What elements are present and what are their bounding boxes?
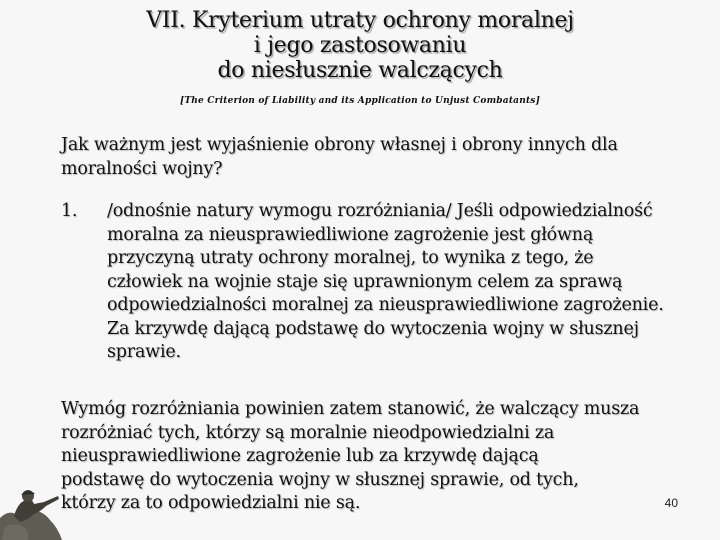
item-text xyxy=(107,200,701,365)
slide-title xyxy=(60,8,660,83)
conclusion-paragraph xyxy=(61,398,720,516)
text-line: moralności wojny? xyxy=(61,158,223,179)
text-line: rozróżniać tych, którzy są moralnie nieodpowiedzialni za xyxy=(61,422,555,443)
text-line: moralna za nieusprawiedliwione zagrożenie jest główną xyxy=(107,224,594,245)
soldier-illustration xyxy=(0,458,62,540)
text-line: podstawę do wytoczenia wojny w słusznej sprawie, od tych, xyxy=(61,469,579,490)
title-line: VII. Kryterium utraty ochrony moralnej xyxy=(146,8,574,33)
item-number: 1. xyxy=(61,201,78,221)
text-line: sprawie. xyxy=(107,342,181,362)
text-line: nieusprawiedliwione zagrożenie lub za krzywdę dającą xyxy=(61,446,539,466)
title-line: do niesłusznie walczących xyxy=(217,58,503,83)
text-line: człowiek na wojnie staje się uprawnionym celem za sprawą xyxy=(107,271,623,292)
text-line: Jak ważnym jest wyjaśnienie obrony własnej i obrony innych dla xyxy=(61,135,618,155)
text-line: Za krzywdę dającą podstawę do wytoczenia wojny w słusznej xyxy=(107,318,639,339)
numbered-item xyxy=(61,200,701,365)
title-line: i jego zastosowaniu xyxy=(253,33,467,58)
text-line: odpowiedzialności moralnej za nieusprawiedliwione zagrożenie. xyxy=(107,295,664,315)
slide-subtitle: [The Criterion of Liability and its Application to Unjust Combatants] xyxy=(179,96,541,106)
page-number: 40 xyxy=(664,496,678,510)
text-line: którzy za to odpowiedzialni nie są. xyxy=(61,493,361,513)
text-line: /odnośnie natury wymogu rozróżniania/ Jeśli odpowiedzialność xyxy=(107,201,653,221)
text-line: Wymóg rozróżniania powinien zatem stanowić, że walczący musza xyxy=(61,399,640,419)
intro-question xyxy=(61,134,720,181)
text-line: przyczyną utraty ochrony moralnej, to wynika z tego, że xyxy=(107,248,594,268)
